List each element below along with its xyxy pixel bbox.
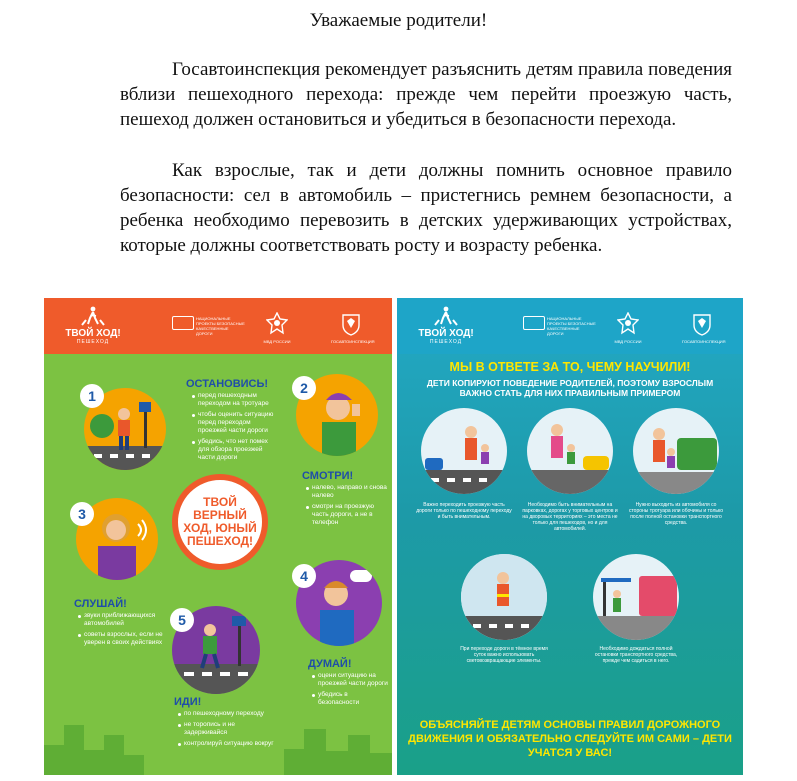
list-item: смотри на проезжую часть дороги, а не в телефон — [306, 503, 388, 527]
exit-vehicle-icon — [633, 408, 719, 494]
paragraph-1: Госавтоинспекция рекомендует разъяснить детям правила поведения вблизи пешеходного перехода: прежде чем перейти проезжую часть, пешеход должен остановиться и убедиться в безопасности перехода. — [120, 59, 732, 130]
poster-right-title: МЫ В ОТВЕТЕ ЗА ТО, ЧЕМУ НАУЧИЛИ! — [449, 360, 691, 374]
parent-child-crossing-icon — [421, 408, 507, 494]
caption-bus-stop: Необходимо дождаться полной остановки транспортного средства, прежде чем садиться в него. — [594, 646, 678, 664]
step-1-list — [192, 392, 274, 465]
caption-parking: Необходимо быть внимательным на парковках, дорогах у торговых центров и на дворовых территориях – это места не только для пешеходов, но и для автомобилей. — [522, 502, 618, 532]
poster-left-logo — [64, 306, 122, 350]
step-4-title: ДУМАЙ! — [308, 658, 352, 670]
poster-parents-example — [397, 298, 743, 775]
step-5-title: ИДИ! — [174, 696, 202, 708]
center-slogan-badge: ТВОЙ ВЕРНЫЙ ХОД, ЮНЫЙ ПЕШЕХОД! — [172, 474, 268, 570]
scene-exit-car-circle — [633, 408, 719, 494]
parking-lot-icon — [527, 408, 613, 494]
mvd-label: МВД РОССИИ — [614, 339, 642, 344]
step-3-number: 3 — [70, 502, 94, 526]
list-item: звуки приближающихся автомобилей — [78, 612, 166, 628]
mvd-label: МВД РОССИИ — [263, 339, 291, 344]
mvd-emblem-icon — [617, 312, 639, 336]
reflective-elements-icon — [461, 554, 547, 640]
step-3-list — [78, 612, 166, 650]
national-projects-badge: НАЦИОНАЛЬНЫЕ ПРОЕКТЫ БЕЗОПАСНЫЕ КАЧЕСТВЕННЫЕ ДОРОГИ — [196, 316, 245, 336]
poster-five-steps — [44, 298, 392, 775]
bus-stop-icon — [593, 554, 679, 640]
list-item: убедись, что нет помех для обзора проезжей части дороги — [192, 438, 274, 462]
pedestrian-logo-icon — [433, 306, 459, 326]
scene-bus-stop-circle — [593, 554, 679, 640]
step-4-number: 4 — [292, 564, 316, 588]
gai-emblem-icon — [340, 312, 362, 336]
gai-label: ГОСАВТОИНСПЕКЦИЯ — [331, 339, 375, 344]
step-1-title: ОСТАНОВИСЬ! — [186, 378, 269, 390]
poster-right-bottom-slogan: ОБЪЯСНЯЙТЕ ДЕТЯМ ОСНОВЫ ПРАВИЛ ДОРОЖНОГО ДВИЖЕНИЯ И ОБЯЗАТЕЛЬНО СЛЕДУЙТЕ ИМ САМИ – ДЕТИ УЧАТСЯ У ВАС! — [408, 719, 732, 759]
step-2-title: СМОТРИ! — [302, 470, 354, 482]
list-item: налево, направо и снова налево — [306, 484, 388, 500]
step-2-number: 2 — [292, 376, 316, 400]
list-item: оцени ситуацию на проезжей части дороги — [312, 672, 388, 688]
national-projects-icon — [523, 316, 545, 330]
paragraph-2: Как взрослые, так и дети должны помнить основное правило безопасности: сел в автомобиль – пристегнись ремнем безопасности, а ребенка необходимо перевозить в детских удерживающих устройствах, которые должны соответствовать росту и возрасту ребенка. — [120, 160, 732, 256]
step-2-list — [306, 484, 388, 530]
national-projects-icon — [172, 316, 194, 330]
list-item: по пешеходному переходу — [178, 710, 278, 718]
logo-title: ТВОЙ ХОД! — [418, 328, 474, 339]
list-item: убедись в безопасности — [312, 691, 388, 707]
step-5-number: 5 — [170, 608, 194, 632]
mvd-emblem-icon — [266, 312, 288, 336]
scene-crossing-circle — [421, 408, 507, 494]
caption-crossing: Важно переходить проезжую часть дороги только по пешеходному переходу и быть внимательным. — [416, 502, 512, 520]
pedestrian-logo-icon — [80, 306, 106, 326]
step-1-number: 1 — [80, 384, 104, 408]
greeting-heading: Уважаемые родители! — [309, 10, 488, 31]
list-item: советы взрослых, если не уверен в своих действиях — [78, 631, 166, 647]
list-item: контролируй ситуацию вокруг — [178, 740, 278, 748]
gai-label: ГОСАВТОИНСПЕКЦИЯ — [682, 339, 726, 344]
caption-exit-car: Нужно выходить из автомобиля со стороны тротуара или обочины и только после полной остановки транспортного средства. — [628, 502, 724, 526]
logo-subtitle: ПЕШЕХОД — [429, 339, 463, 345]
logo-title: ТВОЙ ХОД! — [65, 328, 121, 339]
poster-right-logo — [417, 306, 475, 350]
national-projects-badge: НАЦИОНАЛЬНЫЕ ПРОЕКТЫ БЕЗОПАСНЫЕ КАЧЕСТВЕННЫЕ ДОРОГИ — [547, 316, 596, 336]
caption-night: При переходе дороги в тёмное время суток важно использовать световозвращающие элементы. — [460, 646, 548, 664]
step-3-title: СЛУШАЙ! — [74, 598, 127, 610]
list-item: чтобы оценить ситуацию перед переходом проезжей части дороги — [192, 411, 274, 435]
list-item: перед пешеходным переходом на тротуаре — [192, 392, 274, 408]
city-skyline-icon — [44, 705, 392, 775]
poster-right-subtitle: ДЕТИ КОПИРУЮТ ПОВЕДЕНИЕ РОДИТЕЛЕЙ, ПОЭТОМУ ВЗРОСЛЫМ ВАЖНО СТАТЬ ДЛЯ НИХ ПРАВИЛЬНЫМ ПРИМЕРОМ — [426, 378, 714, 398]
list-item: не торопись и не задерживайся — [178, 721, 278, 737]
scene-parking-circle — [527, 408, 613, 494]
gai-emblem-icon — [691, 312, 713, 336]
scene-night-circle — [461, 554, 547, 640]
logo-subtitle: ПЕШЕХОД — [76, 339, 110, 345]
